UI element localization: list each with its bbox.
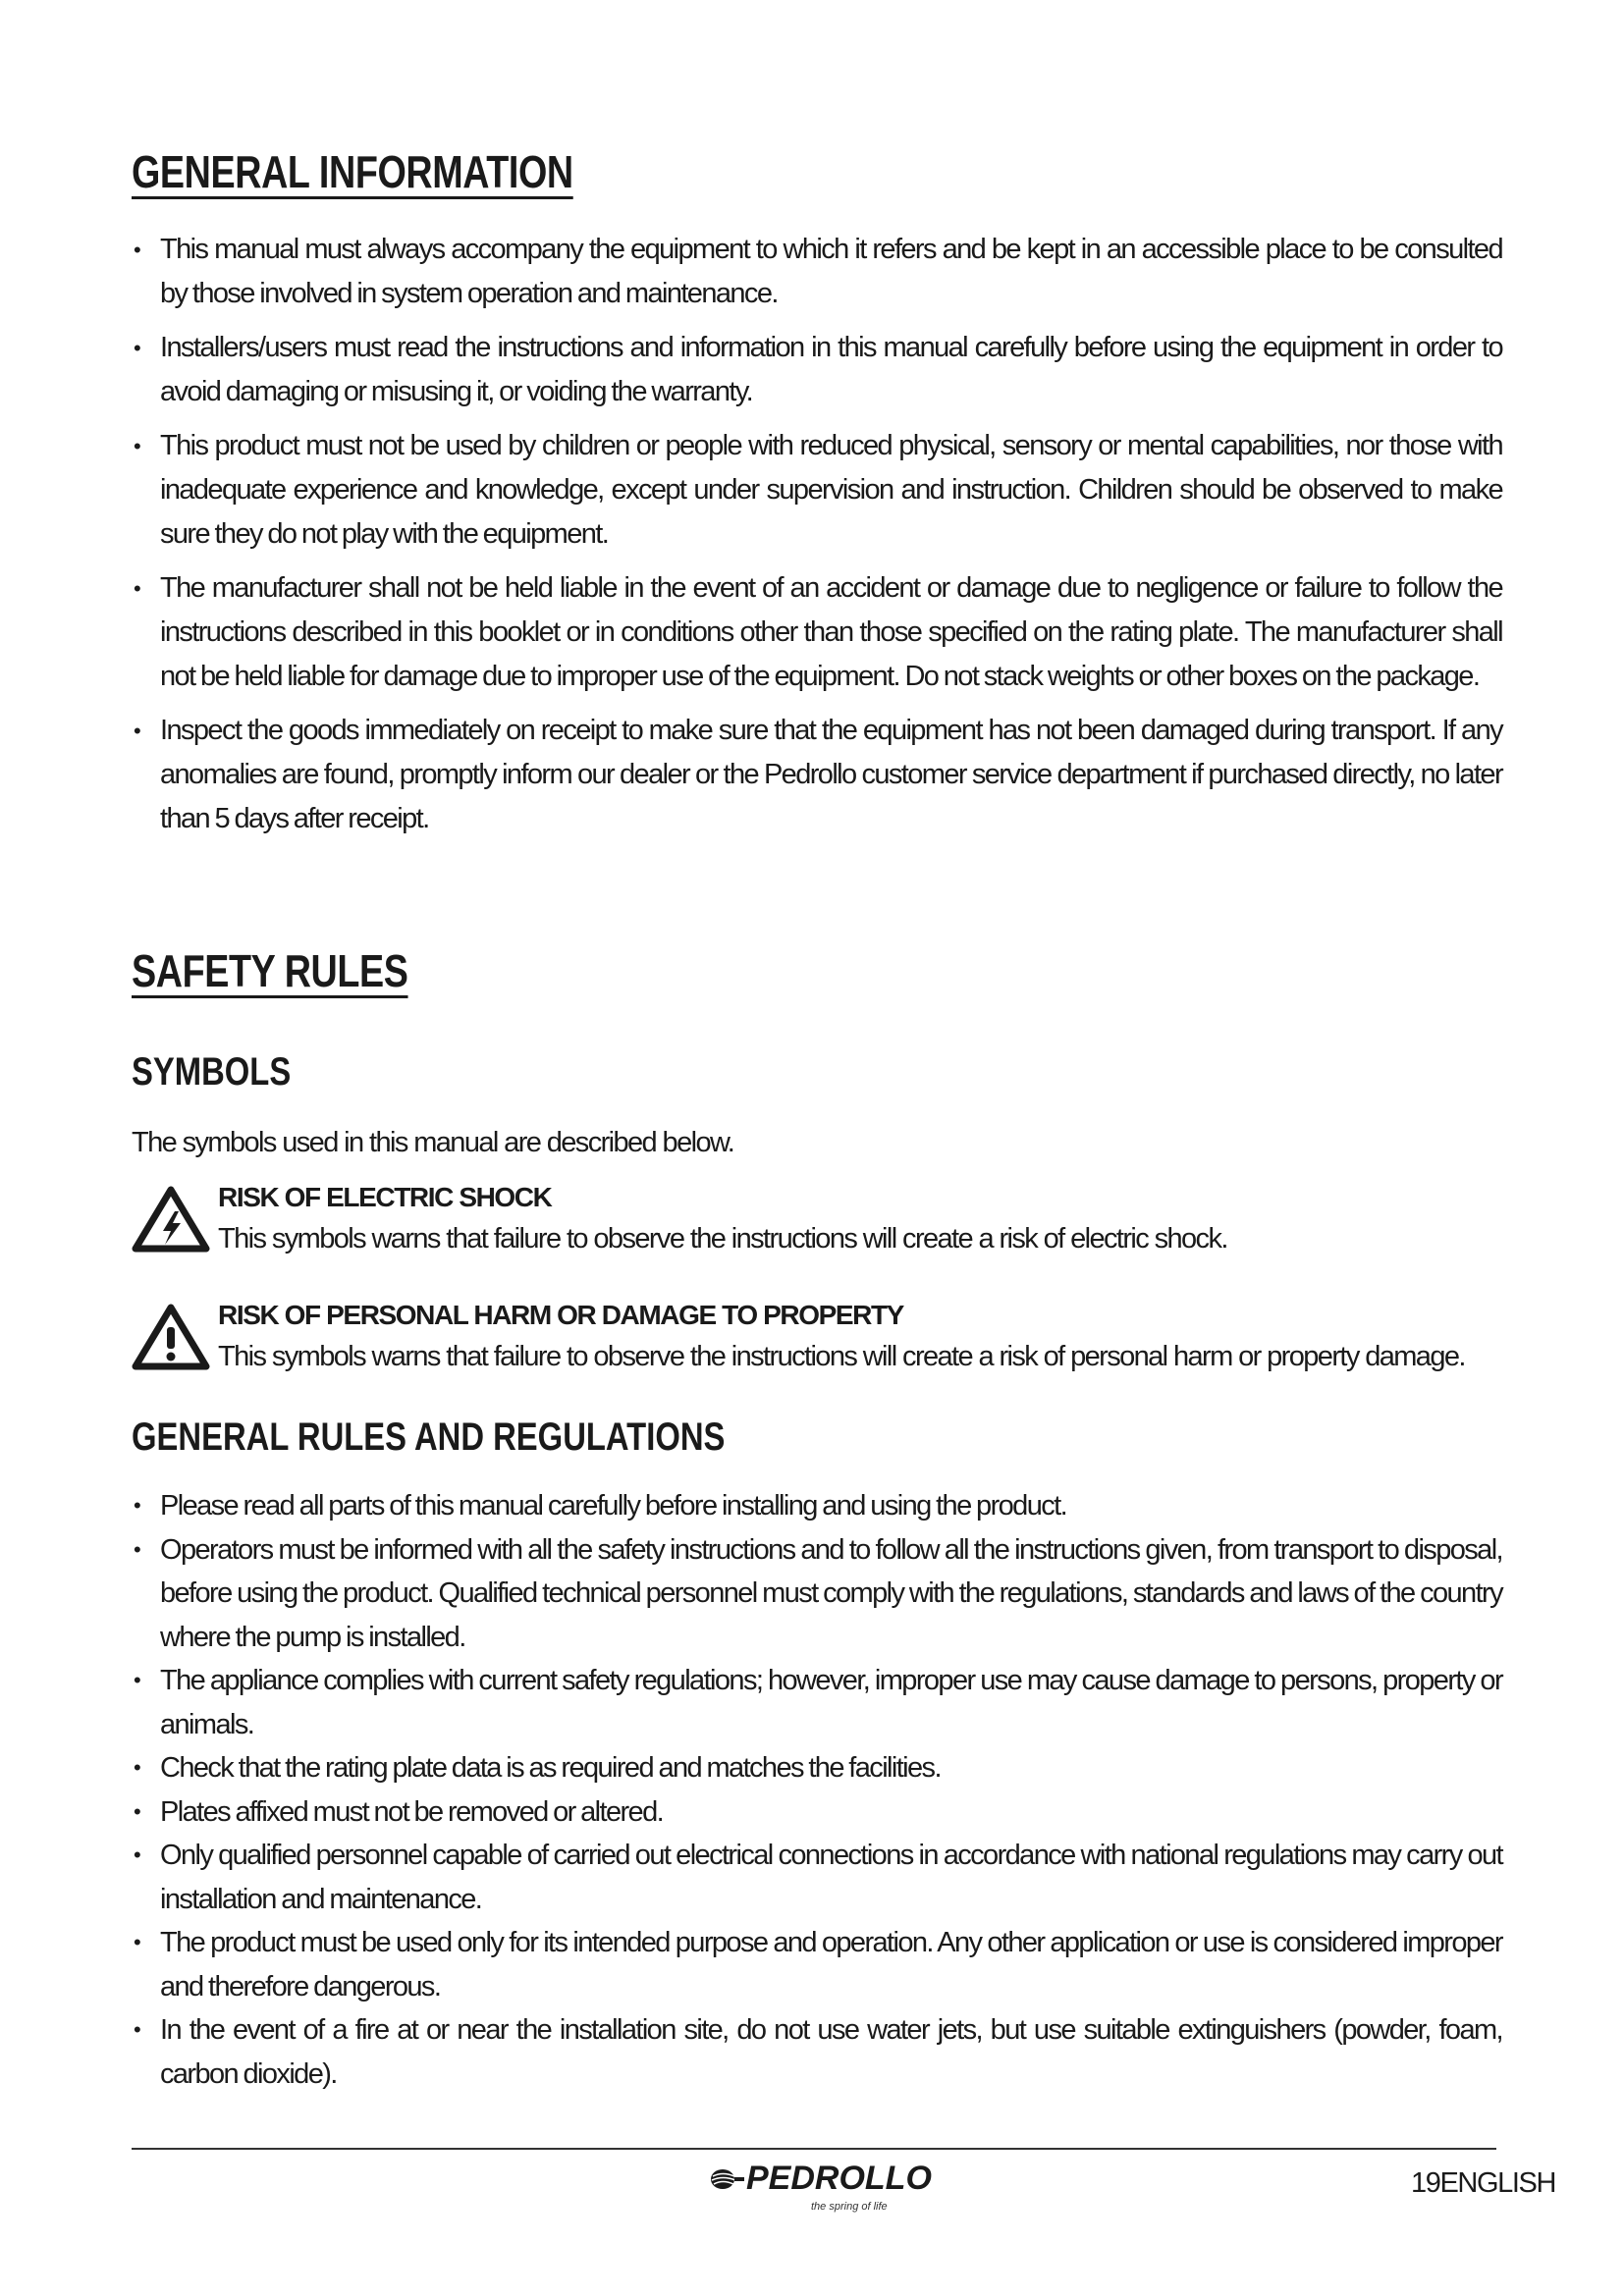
list-item: • Plates affixed must not be removed or altered. xyxy=(132,1790,1502,1835)
personal-harm-description: This symbols warns that failure to observe the instructions will create a risk of personal harm or property damage. xyxy=(218,1341,1465,1372)
list-item: • In the event of a fire at or near the installation site, do not use water jets, but use suitable extinguishers (powder, foam, carbon dioxide). xyxy=(132,2008,1502,2096)
general-rules-heading: GENERAL RULES AND REGULATIONS xyxy=(132,1415,726,1459)
safety-rules-heading: SAFETY RULES xyxy=(132,945,408,996)
pedrollo-logo-icon xyxy=(709,2167,744,2191)
list-item: • This product must not be used by children or people with reduced physical, sensory or mental capabilities, nor those with inadequate experience and knowledge, except under supervision and instruction. Children should be observed to make sure they do not play with the equipment. xyxy=(132,424,1502,557)
symbols-heading: SYMBOLS xyxy=(132,1050,292,1094)
list-item: • Operators must be informed with all the safety instructions and to follow all the instructions given, from transport to disposal, before using the product. Qualified technical personnel must comply with the regulations, standards and laws of the country where the pump is installed. xyxy=(132,1528,1502,1660)
list-item: • Only qualified personnel capable of carried out electrical connections in accordance with national regulations may carry out installation and maintenance. xyxy=(132,1834,1502,1921)
page-number: 19ENGLISH xyxy=(1411,2167,1555,2199)
logo-tagline: the spring of life xyxy=(811,2201,888,2213)
symbols-intro: The symbols used in this manual are described below. xyxy=(132,1127,734,1158)
general-information-list xyxy=(132,228,1502,851)
list-item: • This manual must always accompany the equipment to which it refers and be kept in an accessible place to be consulted by those involved in system operation and maintenance. xyxy=(132,228,1502,316)
electric-shock-warning-icon xyxy=(132,1186,210,1253)
list-item: • Please read all parts of this manual carefully before installing and using the product. xyxy=(132,1484,1502,1528)
pedrollo-logo xyxy=(709,2160,932,2218)
list-item: • The product must be used only for its intended purpose and operation. Any other application or use is considered improper and therefore dangerous. xyxy=(132,1921,1502,2008)
general-rules-list xyxy=(132,1484,1502,2096)
list-item: • The appliance complies with current safety regulations; however, improper use may cause damage to persons, property or animals. xyxy=(132,1659,1502,1746)
list-item: • Installers/users must read the instructions and information in this manual carefully before using the equipment in order to avoid damaging or misusing it, or voiding the warranty. xyxy=(132,326,1502,414)
list-item: • Inspect the goods immediately on receipt to make sure that the equipment has not been damaged during transport. If any anomalies are found, promptly inform our dealer or the Pedrollo customer service department if purchased directly, no later than 5 days after receipt. xyxy=(132,709,1502,841)
general-information-heading: GENERAL INFORMATION xyxy=(132,146,573,197)
electric-shock-description: This symbols warns that failure to observe the instructions will create a risk of electric shock. xyxy=(218,1223,1227,1255)
electric-shock-title: RISK OF ELECTRIC SHOCK xyxy=(218,1182,552,1212)
personal-harm-title: RISK OF PERSONAL HARM OR DAMAGE TO PROPERTY xyxy=(218,1300,903,1330)
list-item: • The manufacturer shall not be held liable in the event of an accident or damage due to negligence or failure to follow the instructions described in this booklet or in conditions other than those specified on the rating plate. The manufacturer shall not be held liable for damage due to improper use of the equipment. Do not stack weights or other boxes on the package. xyxy=(132,566,1502,699)
logo-brand-name: PEDROLLO xyxy=(746,2160,932,2197)
general-warning-icon xyxy=(132,1304,210,1370)
list-item: • Check that the rating plate data is as required and matches the facilities. xyxy=(132,1746,1502,1790)
footer-divider xyxy=(132,2148,1496,2150)
